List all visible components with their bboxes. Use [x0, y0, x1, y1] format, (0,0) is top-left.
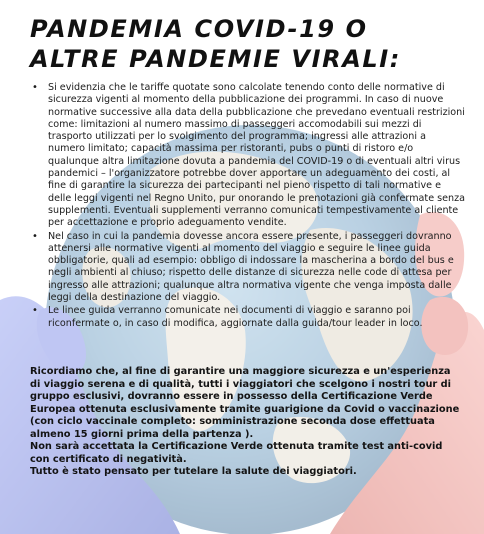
bullet-icon: •	[32, 305, 38, 317]
page-title	[30, 14, 470, 74]
closing-paragraph: Tutto è stato pensato per tutelare la salute dei viaggiatori.	[30, 466, 357, 477]
list-item	[30, 231, 466, 305]
title-line-1: PANDEMIA COVID-19 O	[30, 15, 368, 43]
list-item-text: Le linee guida verranno comunicate nei documenti di viaggio e saranno poi riconfermate o, in caso di modifica, aggiornate dalla guida/tour leader in loco.	[48, 305, 423, 329]
closing-paragraph: Non sarà accettata la Certificazione Verde ottenuta tramite test anti-covid con certificato di negatività.	[30, 441, 443, 465]
bullet-list	[30, 82, 466, 331]
list-item	[30, 305, 466, 330]
list-item-text: Si evidenzia che le tariffe quotate sono calcolate tenendo conto delle normative di sicurezza vigenti al momento della pubblicazione dei programmi. In caso di nuove normative successive alla data della pubblicazione che prevedano eventuali restrizioni come: limitazioni al numero massimo di passeggeri accomodabili sui mezzi di trasporto utilizzati per lo svolgimento del programma; ingressi alle attrazioni a numero limitato; capacità massima per ristoranti, pubs o punti di ristoro e/o qualunque altra limitazione dovuta a pandemia del COVID-19 o di eventuali altri virus pandemici – l'organizzatore potrebbe dover apportare un adeguamento dei costi, al fine di garantire la sicurezza dei partecipanti nel pieno rispetto di tali normative e delle leggi vigenti nel Regno Unito, pur onorando le prenotazioni già confermate senza supplementi. Eventuali supplementi verranno comunicati tempestivamente al cliente per accettazione e proprio adeguamento vendite.	[48, 82, 466, 229]
title-line-2: ALTRE PANDEMIE VIRALI:	[30, 45, 402, 73]
bullet-icon: •	[32, 82, 38, 93]
closing-paragraph: Ricordiamo che, al fine di garantire una maggiore sicurezza e un'esperienza di viaggio serena e di qualità, tutti i viaggiatori che scelgono i nostri tour di gruppo esclusivi, dovranno essere in possesso della Certificazione Verde Europea ottenuta esclusivamente tramite guarigione da Covid o vaccinazione (con ciclo vaccinale completo: somministrazione seconda dose effettuata almeno 15 giorni prima della partenza ).	[30, 366, 460, 440]
list-item	[30, 82, 466, 230]
bullet-icon: •	[32, 230, 38, 242]
closing-notice	[30, 366, 462, 479]
list-item-text: Nel caso in cui la pandemia dovesse ancora essere presente, i passeggeri dovranno attenersi alle normative vigenti al momento del viaggio e seguire le linee guida obbligatorie, quali ad esempio: obbligo di indossare la mascherina a bordo del bus e negli ambienti al chiuso; rispetto delle distanze di sicurezza nelle code di attesa per ingresso alle attrazioni; qualunque altra normativa vigente che venga imposta dalle leggi della destinazione del viaggio.	[48, 230, 454, 304]
